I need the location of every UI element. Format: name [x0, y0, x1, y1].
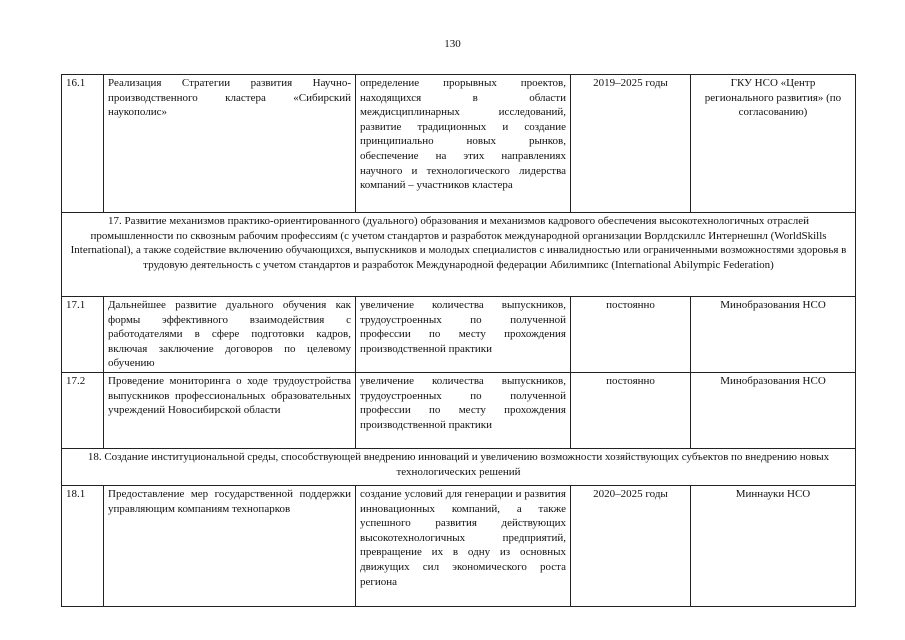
row-number: 18.1 — [62, 485, 104, 606]
section-heading-row — [62, 448, 856, 485]
activity-cell: Проведение мониторинга о ходе трудоустройства выпускников профессиональных образовательных учреждений Новосибирской области — [104, 372, 356, 448]
table-row — [62, 75, 856, 213]
term-cell: 2019–2025 годы — [571, 75, 691, 213]
term-cell: постоянно — [571, 297, 691, 373]
table-row — [62, 297, 856, 373]
activity-cell: Дальнейшее развитие дуального обучения как формы эффективного взаимодействия с работодателями в сфере подготовки кадров, включая заключение договоров по целевому обучению — [104, 297, 356, 373]
result-cell: увеличение количества выпускников, трудоустроенных по полученной профессии по месту прохождения производственной практики — [356, 372, 571, 448]
section-18-title: 18. Создание институциональной среды, способствующей внедрению инноваций и увеличению возможности хозяйствующих субъектов по внедрению новых технологических решений — [62, 448, 856, 485]
action-plan-table — [61, 74, 856, 607]
activity-cell: Предоставление мер государственной поддержки управляющим компаниям технопарков — [104, 485, 356, 606]
term-cell: 2020–2025 годы — [571, 485, 691, 606]
result-cell: увеличение количества выпускников, трудоустроенных по полученной профессии по месту прохождения производственной практики — [356, 297, 571, 373]
row-number: 17.1 — [62, 297, 104, 373]
executor-cell: ГКУ НСО «Центр регионального развития» (по согласованию) — [691, 75, 856, 213]
section-17-title: 17. Развитие механизмов практико-ориентированного (дуального) образования и механизмов кадрового обеспечения высокотехнологичных отраслей промышленности по сквозным рабочим профессиям (с учетом стандартов и разработок международной организации Ворлдскиллс Интернешнл (WorldSkills International), а также содействие включению обучающихся, выпускников и молодых специалистов с инвалидностью или ограниченными возможностями здоровья в трудовую деятельность с учетом стандартов и разработок Международной федерации Абилимпикс (International Abilympic Federation) — [62, 213, 856, 297]
row-number: 16.1 — [62, 75, 104, 213]
term-cell: постоянно — [571, 372, 691, 448]
result-cell: определение прорывных проектов, находящихся в области междисциплинарных исследований, развитие традиционных и создание принципиально новых рынков, обеспечение на этих направлениях научного и технологического лидерства компаний – участников кластера — [356, 75, 571, 213]
section-heading-row — [62, 213, 856, 297]
page-number: 130 — [444, 38, 461, 50]
table-row — [62, 372, 856, 448]
executor-cell: Миннауки НСО — [691, 485, 856, 606]
table-row — [62, 485, 856, 606]
executor-cell: Минобразования НСО — [691, 297, 856, 373]
result-cell: создание условий для генерации и развития инновационных компаний, а также успешного развития действующих высокотехнологичных предприятий, превращение их в одну из основных движущих сил экономического роста региона — [356, 485, 571, 606]
executor-cell: Минобразования НСО — [691, 372, 856, 448]
row-number: 17.2 — [62, 372, 104, 448]
activity-cell: Реализация Стратегии развития Научно-производственного кластера «Сибирский наукополис» — [104, 75, 356, 213]
